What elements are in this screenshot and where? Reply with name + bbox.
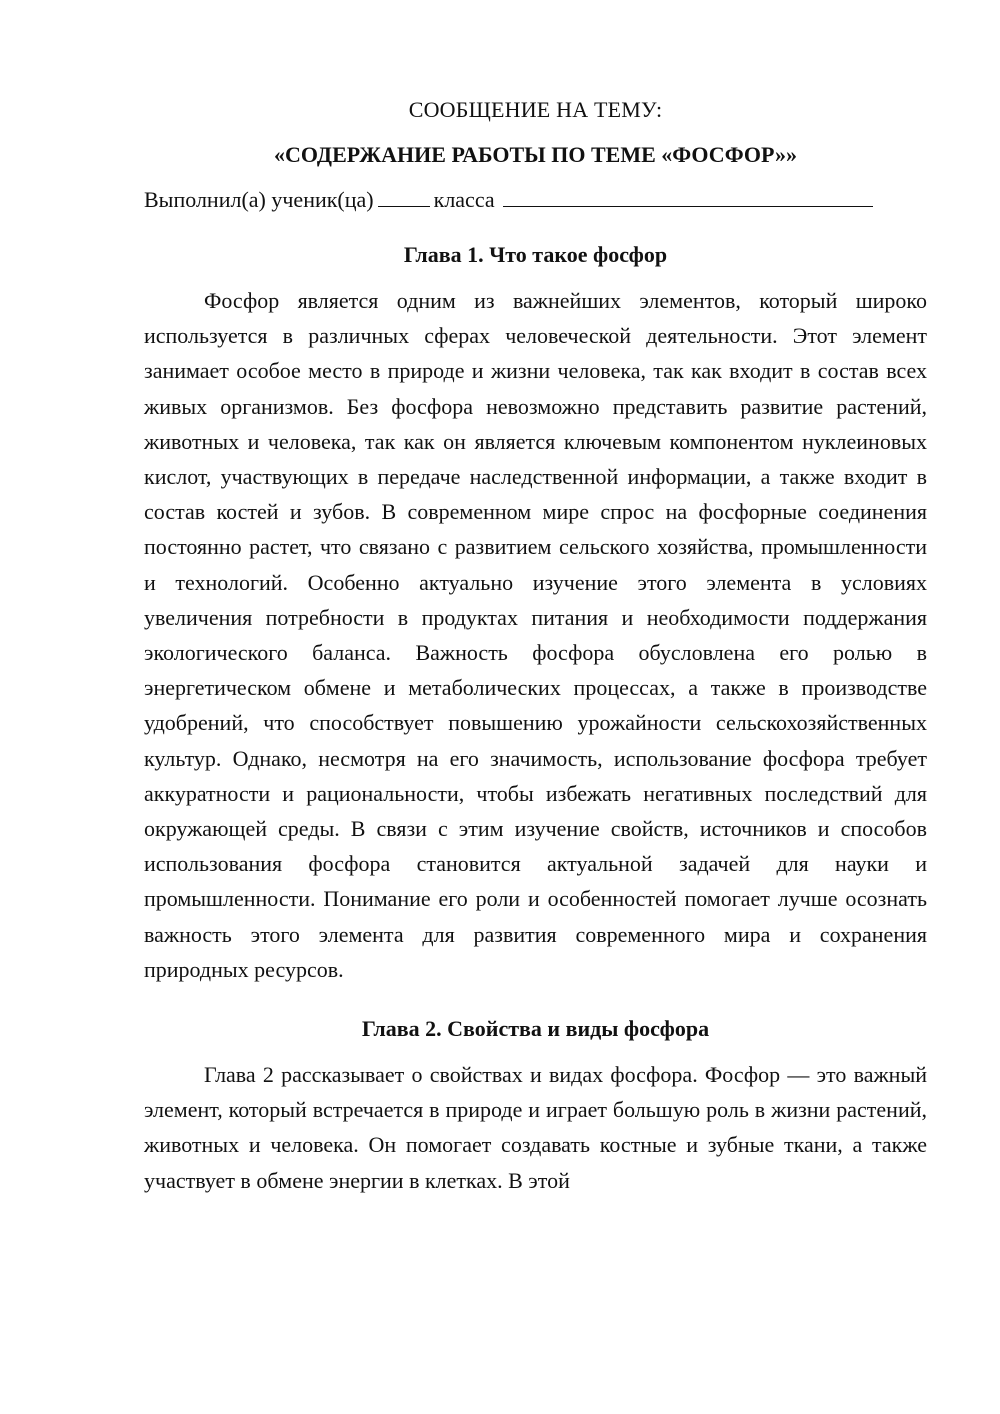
chapter-1-heading: Глава 1. Что такое фосфор [403,242,668,267]
student-name-blank[interactable] [503,184,873,207]
class-label: класса [433,187,495,212]
class-number-blank[interactable] [378,184,430,207]
chapter-2-paragraph: Глава 2 рассказывает о свойствах и видах фосфора. Фосфор — это важный элемент, который встречается в природе и играет большую роль в жизни растений, животных и человека. Он помогает создавать костные и зубные ткани, а также участвует в обмене энергии в клетках. В этой [144,1062,927,1193]
chapter-1-paragraph: Фосфор является одним из важнейших элементов, который широко используется в различных сферах человеческой деятельности. Этот элемент занимает особое место в природе и жизни человека, так как входит в состав всех живых организмов. Без фосфора невозможно представить развитие растений, животных и человека, так как он является ключевым компонентом нуклеиновых кислот, участвующих в передаче наследственной информации, а также входит в состав костей и зубов. В современном мире спрос на фосфорные соединения постоянно растет, что связано с развитием сельского хозяйства, промышленности и технологий. Особенно актуально изучение этого элемента в условиях увеличения потребности в продуктах питания и необходимости поддержания экологического баланса. Важность фосфора обусловлена его ролью в энергетическом обмене и метаболических процессах, а также в производстве удобрений, что способствует повышению урожайности сельскохозяйственных культур. Однако, несмотря на его значимость, использование фосфора требует аккуратности и рациональности, чтобы избежать негативных последствий для окружающей среды. В связи с этим изучение свойств, источников и способов использования фосфора становится актуальной задачей для науки и промышленности. Понимание его роли и особенностей помогает лучше осознать важность этого элемента для развития современного мира и сохранения природных ресурсов. [144,288,927,982]
author-line [144,182,927,217]
author-label: Выполнил(а) ученик(ца) [144,187,374,212]
title-line-2: «СОДЕРЖАНИЕ РАБОТЫ ПО ТЕМЕ «ФОСФОР»» [274,142,797,167]
title-line-1: СООБЩЕНИЕ НА ТЕМУ: [408,97,663,122]
chapter-2-heading: Глава 2. Свойства и виды фосфора [361,1016,710,1042]
document-page [144,92,927,1198]
